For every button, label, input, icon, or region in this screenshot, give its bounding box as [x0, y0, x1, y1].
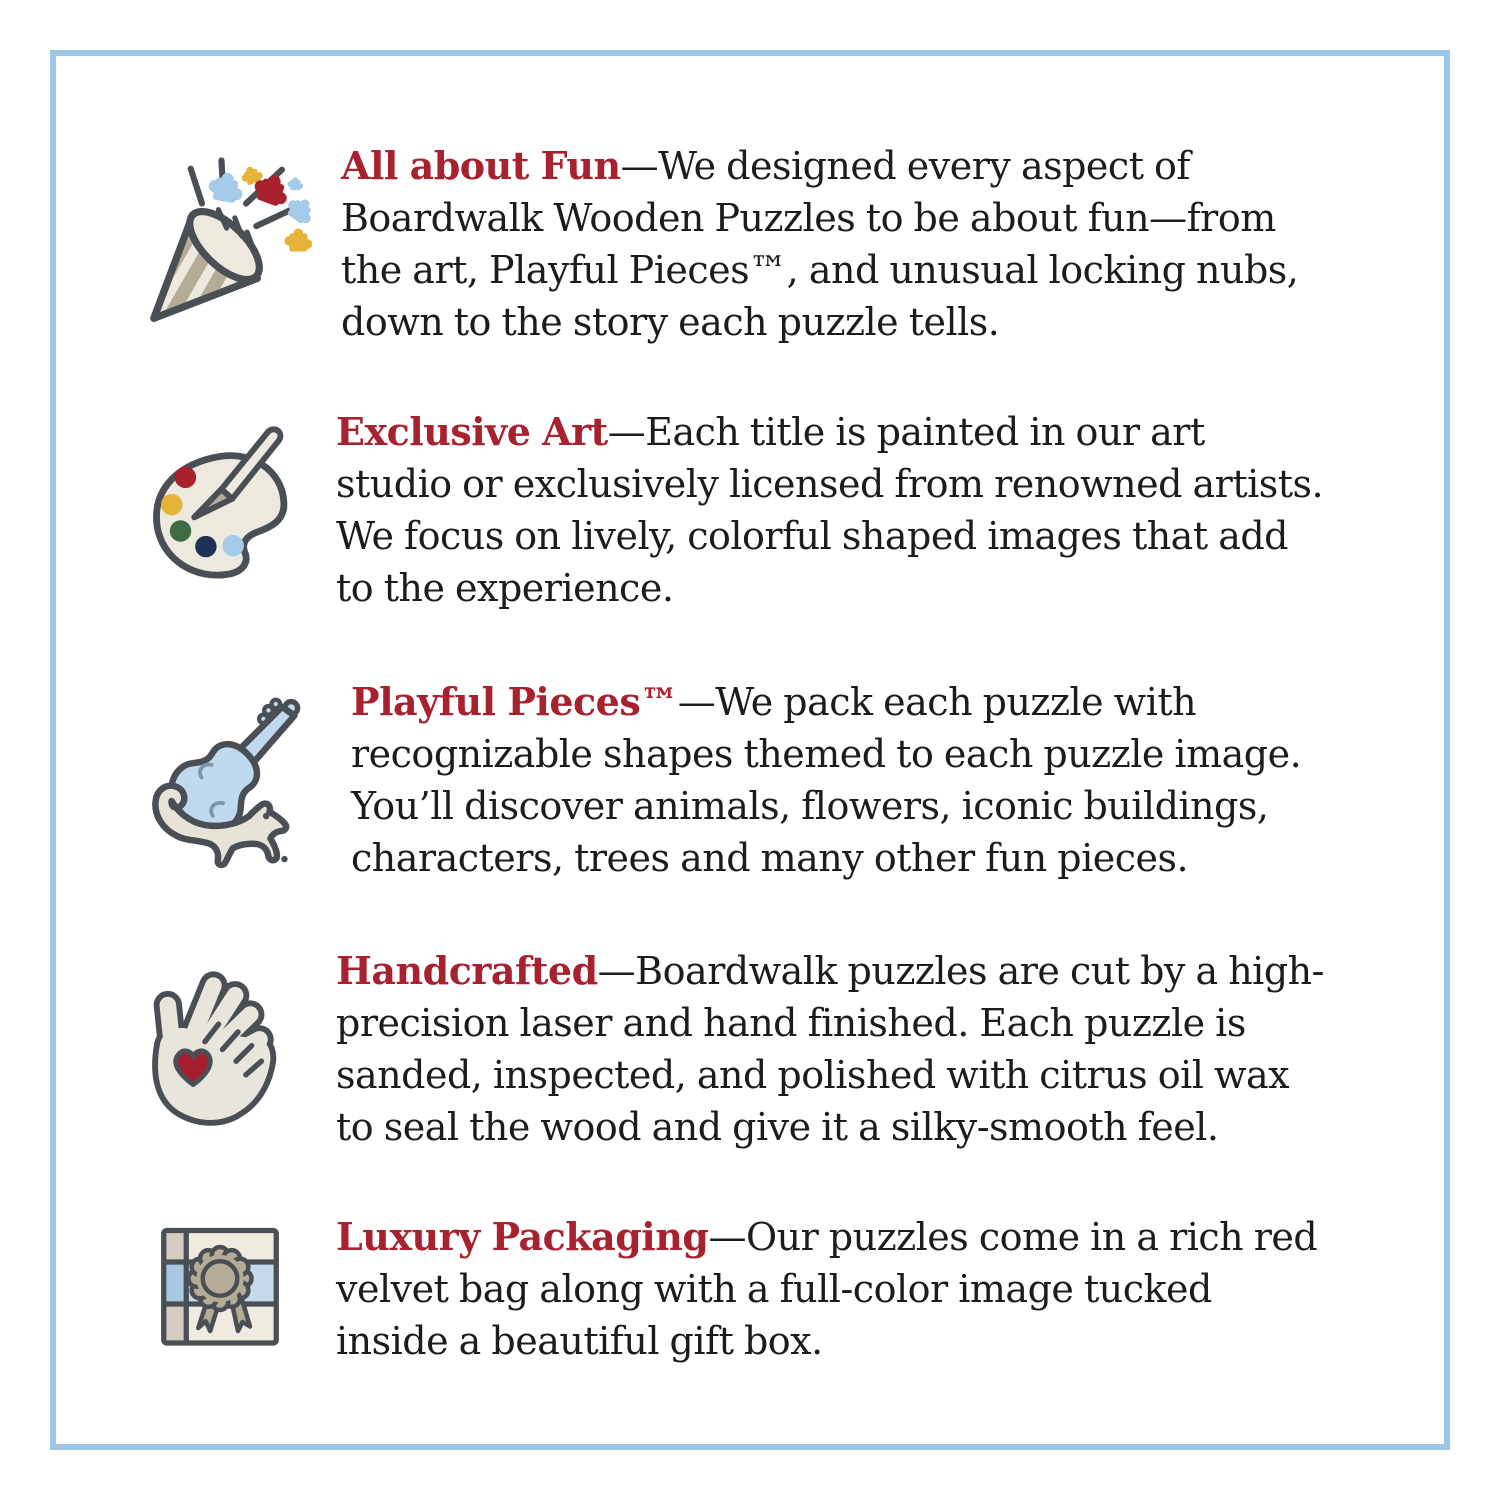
feature-title: Exclusive Art — [336, 409, 608, 454]
feature-body: —We designed every aspect of Boardwalk Wooden Puzzles to be about fun—from the art, Playful Pieces™, and unusual locking nubs, down to the story each puzzle tells. — [341, 144, 1299, 344]
feature-paragraph — [336, 945, 1326, 1153]
feature-paragraph — [336, 406, 1326, 614]
paint-palette-icon — [123, 413, 318, 608]
feature-row — [120, 1211, 1444, 1367]
panel-border — [50, 50, 1450, 1450]
feature-title: Luxury Packaging — [336, 1214, 709, 1259]
feature-row — [120, 945, 1444, 1153]
feature-row — [120, 406, 1444, 614]
feature-paragraph — [351, 676, 1341, 884]
paint-palette-icon — [120, 413, 320, 608]
squirrel-violin-icon — [120, 672, 335, 887]
feature-row — [120, 140, 1444, 348]
feature-title: All about Fun — [341, 143, 621, 188]
feature-list — [56, 56, 1444, 1367]
feature-body: —Each title is painted in our art studio or exclusively licensed from renowned artists. We focus on lively, colorful shaped images that add to the experience. — [336, 410, 1324, 610]
feature-title: Playful Pieces™ — [351, 678, 678, 724]
feature-body: —Boardwalk puzzles are cut by a high-precision laser and hand finished. Each puzzle is sanded, inspected, and polished with citrus oil wax to seal the wood and give it a silky-smooth feel. — [336, 949, 1324, 1149]
feature-title: Handcrafted — [336, 948, 598, 993]
feature-body: —We pack each puzzle with recognizable shapes themed to each puzzle image. You’ll discover animals, flowers, iconic buildings, characters, trees and many other fun pieces. — [351, 679, 1302, 880]
gift-box-ribbon-icon — [145, 1214, 295, 1364]
hand-heart-icon — [120, 952, 320, 1147]
feature-body: —Our puzzles come in a rich red velvet bag along with a full-color image tucked inside a beautiful gift box. — [336, 1215, 1318, 1363]
feature-row — [120, 672, 1444, 887]
gift-box-ribbon-icon — [120, 1214, 320, 1364]
squirrel-violin-icon — [120, 672, 335, 887]
feature-paragraph — [341, 140, 1331, 348]
party-popper-icon — [120, 142, 325, 347]
feature-paragraph — [336, 1211, 1326, 1367]
hand-heart-icon — [123, 952, 318, 1147]
party-popper-icon — [120, 142, 325, 347]
